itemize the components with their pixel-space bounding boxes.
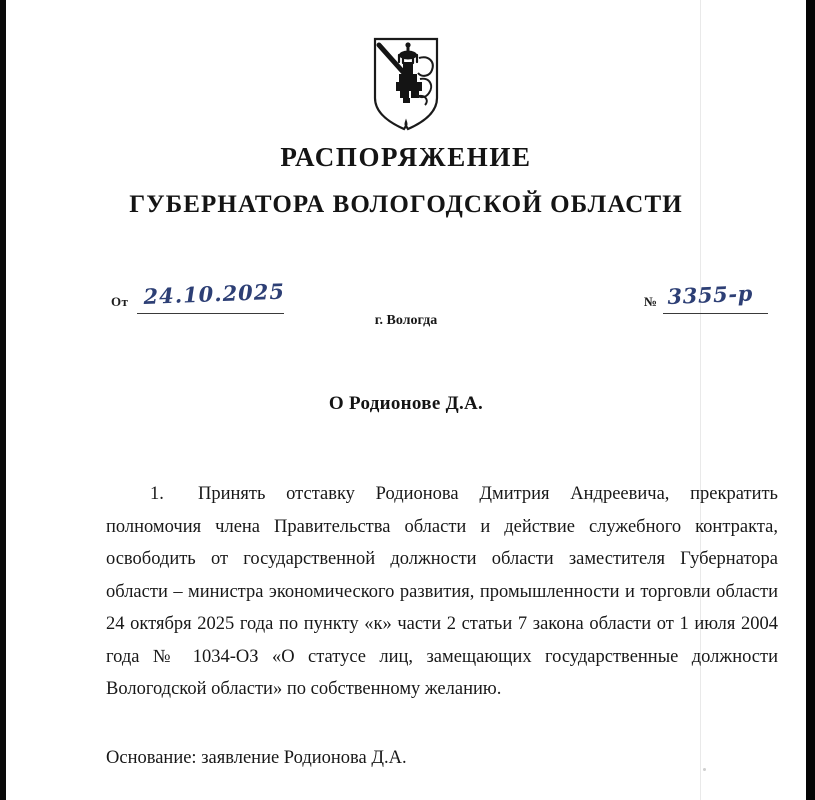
document-body — [106, 478, 778, 706]
document-subtitle: ГУБЕРНАТОРА ВОЛОГОДСКОЙ ОБЛАСТИ — [129, 191, 683, 218]
coat-of-arms-icon — [372, 36, 440, 132]
date-label: От — [111, 294, 129, 309]
city-line: г. Вологда — [374, 313, 438, 328]
number-label: № — [644, 294, 658, 309]
document-title: РАСПОРЯЖЕНИЕ — [280, 142, 532, 172]
handwritten-number: 3355-р — [666, 280, 754, 309]
body-paragraph-text: Принять отставку Родионова Дмитрия Андреевича, прекратить полномочия члена Правительства области и действие служебного контракта, освободить от государственной должности области заместителя Губернатора области – министра экономического развития, промышленности и торговли области 24 октября 2025 года по пункту «к» части 2 статьи 7 закона области от 1 июля 2004 года № 1034-ОЗ «О статусе лиц, замещающих государственные должности Вологодской области» по собственному желанию. — [106, 484, 778, 699]
scan-right-border — [806, 0, 815, 800]
basis-line: Основание: заявление Родионова Д.А. — [106, 748, 407, 768]
body-paragraph — [106, 478, 778, 706]
document-page — [6, 0, 806, 800]
list-item-number: 1. — [150, 484, 164, 504]
emblem-container — [6, 36, 806, 137]
handwritten-date: 24.10.2025 — [143, 278, 286, 309]
document-subject: О Родионове Д.А. — [328, 393, 484, 414]
